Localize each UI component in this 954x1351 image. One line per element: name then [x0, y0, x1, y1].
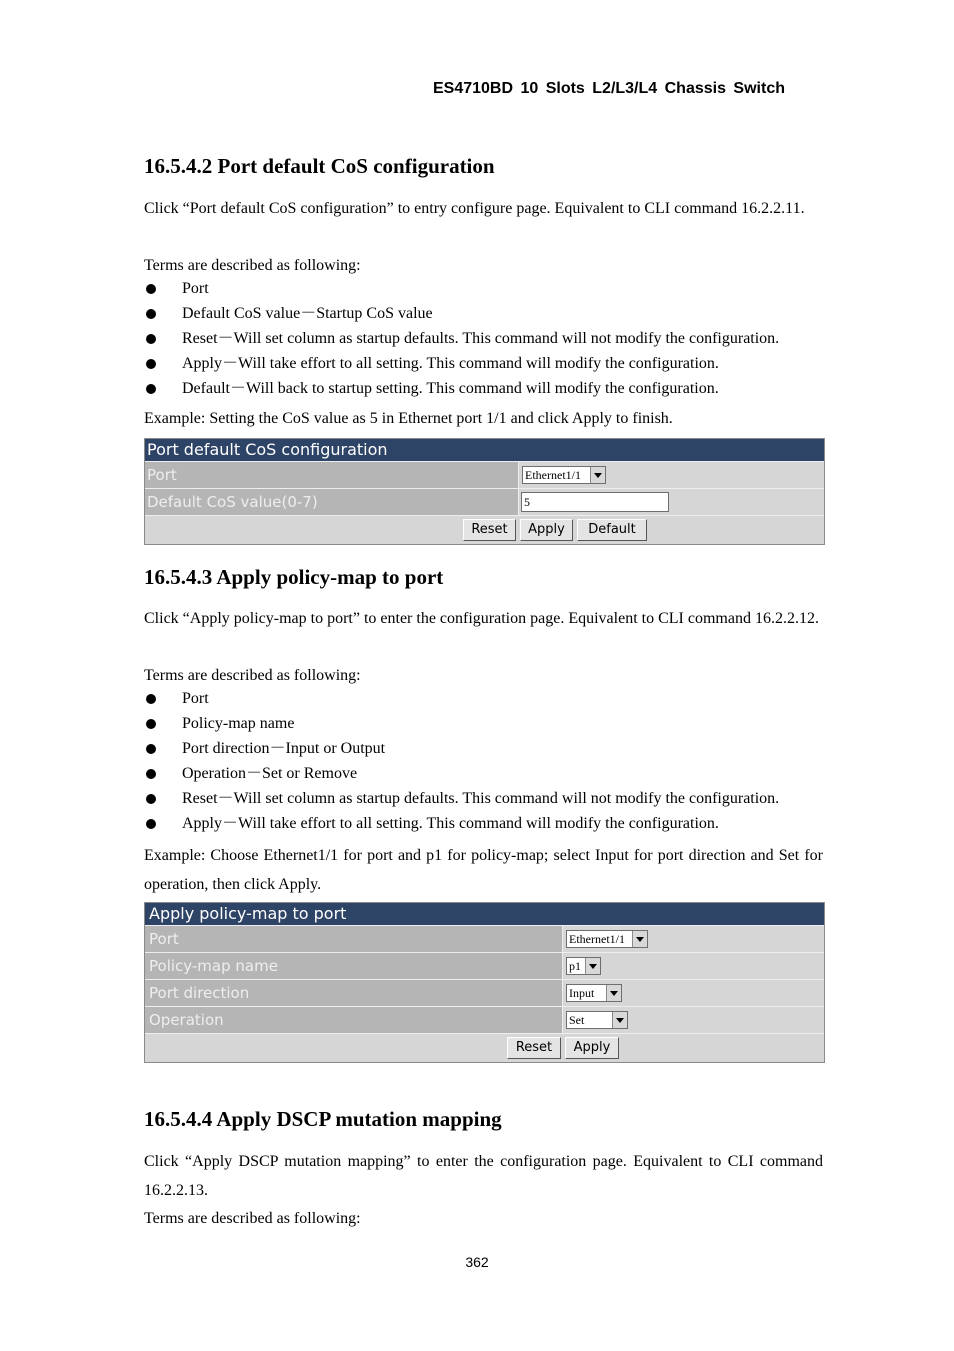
- section-heading-dscp: 16.5.4.4 Apply DSCP mutation mapping: [144, 1107, 502, 1131]
- list-item: Reset－Will set column as startup defaults. This command will not modify the configuration.: [144, 326, 834, 351]
- cos-value-label: Default CoS value(0-7): [145, 489, 519, 515]
- section-heading-cos: 16.5.4.2 Port default CoS configuration: [144, 154, 495, 178]
- port-row: [145, 461, 824, 488]
- direction-label: Port direction: [145, 980, 563, 1006]
- policy-map-select[interactable]: p1: [566, 957, 601, 975]
- apply-button[interactable]: Apply: [565, 1037, 619, 1059]
- bullet-icon: [146, 719, 156, 729]
- list-item: Default CoS value－Startup CoS value: [144, 301, 834, 326]
- operation-label: Operation: [145, 1007, 563, 1033]
- section-intro-cos: Click “Port default CoS configuration” to entry configure page. Equivalent to CLI command 16.2.2.11.: [144, 200, 805, 217]
- panel-title: Port default CoS configuration: [145, 439, 824, 461]
- bullet-icon: [146, 334, 156, 344]
- terms-label-cos: Terms are described as following:: [144, 257, 361, 274]
- default-button[interactable]: Default: [577, 519, 647, 541]
- apply-button[interactable]: Apply: [520, 519, 573, 541]
- direction-select[interactable]: Input: [566, 984, 622, 1002]
- list-item: Operation－Set or Remove: [144, 761, 834, 786]
- document-header: ES4710BD 10 Slots L2/L3/L4 Chassis Switch: [432, 80, 785, 97]
- policy-map-panel: [144, 902, 825, 1063]
- operation-select[interactable]: Set: [566, 1011, 628, 1029]
- list-item: Port: [144, 686, 834, 711]
- port-label: Port: [145, 462, 519, 488]
- terms-list-policy: [144, 686, 834, 836]
- policy-map-label: Policy-map name: [145, 953, 563, 979]
- bullet-icon: [146, 359, 156, 369]
- terms-label-policy: Terms are described as following:: [144, 667, 361, 684]
- port-label: Port: [145, 926, 563, 952]
- bullet-icon: [146, 384, 156, 394]
- example-text-cos: Example: Setting the CoS value as 5 in Ethernet port 1/1 and click Apply to finish.: [144, 410, 673, 427]
- port-row: [145, 925, 824, 952]
- list-item: Port: [144, 276, 834, 301]
- terms-list-cos: [144, 276, 834, 401]
- port-select[interactable]: Ethernet1/1: [566, 930, 648, 948]
- example-text-policy: Example: Choose Ethernet1/1 for port and p1 for policy-map; select Input for port direction and Set for operation, then click Apply.: [144, 847, 823, 893]
- cos-value-input[interactable]: 5: [521, 492, 669, 512]
- bullet-icon: [146, 819, 156, 829]
- section-intro-policy: Click “Apply policy-map to port” to enter the configuration page. Equivalent to CLI command 16.2.2.12.: [144, 610, 819, 627]
- bullet-icon: [146, 694, 156, 704]
- list-item: Apply－Will take effort to all setting. This command will modify the configuration.: [144, 351, 834, 376]
- list-item: Reset－Will set column as startup defaults. This command will not modify the configuration.: [144, 786, 834, 811]
- section-heading-policy: 16.5.4.3 Apply policy-map to port: [144, 565, 444, 589]
- direction-row: [145, 979, 824, 1006]
- reset-button[interactable]: Reset: [507, 1037, 561, 1059]
- chevron-down-icon[interactable]: [585, 958, 600, 974]
- bullet-icon: [146, 794, 156, 804]
- list-item: Port direction－Input or Output: [144, 736, 834, 761]
- bullet-icon: [146, 284, 156, 294]
- button-row: [145, 515, 824, 544]
- section-intro-dscp: Click “Apply DSCP mutation mapping” to enter the configuration page. Equivalent to CLI command 16.2.2.13.: [144, 1153, 823, 1199]
- bullet-icon: [146, 309, 156, 319]
- cos-value-row: [145, 488, 824, 515]
- port-select[interactable]: Ethernet1/1: [522, 466, 606, 484]
- chevron-down-icon[interactable]: [612, 1012, 627, 1028]
- list-item: Policy-map name: [144, 711, 834, 736]
- panel-title: Apply policy-map to port: [145, 903, 824, 925]
- list-item: Default－Will back to startup setting. This command will modify the configuration.: [144, 376, 834, 401]
- chevron-down-icon[interactable]: [606, 985, 621, 1001]
- page-number: 362: [465, 1254, 489, 1270]
- bullet-icon: [146, 769, 156, 779]
- chevron-down-icon[interactable]: [632, 931, 647, 947]
- operation-row: [145, 1006, 824, 1033]
- reset-button[interactable]: Reset: [463, 519, 516, 541]
- cos-config-panel: [144, 438, 825, 545]
- list-item: Apply－Will take effort to all setting. This command will modify the configuration.: [144, 811, 834, 836]
- button-row: [145, 1033, 824, 1062]
- terms-label-dscp: Terms are described as following:: [144, 1210, 361, 1227]
- chevron-down-icon[interactable]: [590, 467, 605, 483]
- policy-map-row: [145, 952, 824, 979]
- bullet-icon: [146, 744, 156, 754]
